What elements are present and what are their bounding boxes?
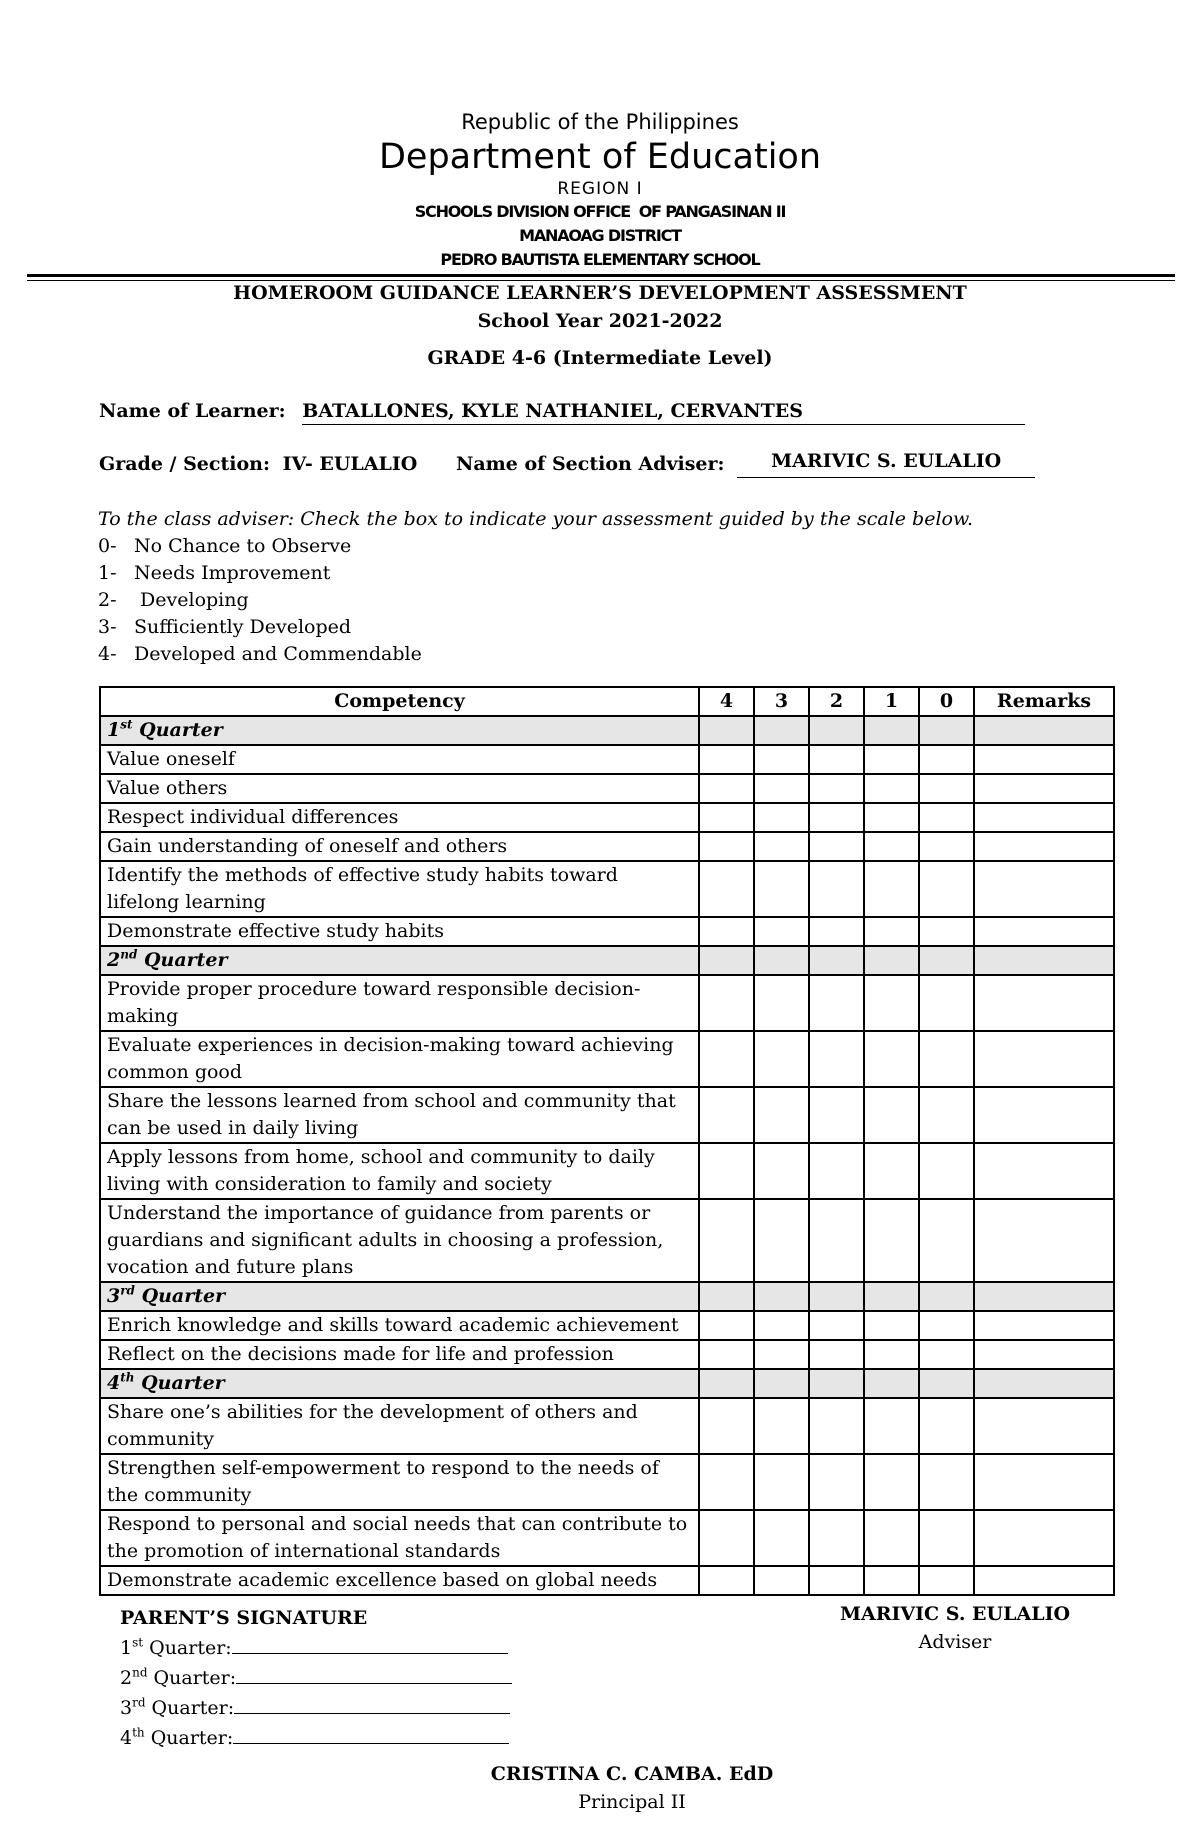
rating-cell-4[interactable] xyxy=(699,1143,754,1199)
signature-line[interactable] xyxy=(234,1692,510,1714)
competency-cell: Demonstrate academic excellence based on global needs xyxy=(100,1566,699,1595)
quarter-label: 1st Quarter xyxy=(100,716,699,745)
table-row xyxy=(100,803,1114,832)
competency-cell: Apply lessons from home, school and community to daily living with consideration to family and society xyxy=(100,1143,699,1199)
rating-cell-1[interactable] xyxy=(864,832,919,861)
rating-cell-2[interactable] xyxy=(809,1143,864,1199)
rating-cell-2[interactable] xyxy=(809,1311,864,1340)
parent-signature-q1: 1st Quarter: xyxy=(120,1632,512,1662)
rating-cell-3[interactable] xyxy=(754,803,809,832)
table-row xyxy=(100,861,1114,917)
rating-cell-4[interactable] xyxy=(699,1340,754,1369)
rating-cell-2[interactable] xyxy=(809,832,864,861)
rating-cell-0[interactable] xyxy=(919,803,974,832)
table-row xyxy=(100,1398,1114,1454)
principal-signature-block xyxy=(0,1760,1200,1816)
region-line: REGION I xyxy=(557,179,643,199)
rating-cell-0[interactable] xyxy=(919,1398,974,1454)
scale-item: 2- Developing xyxy=(98,589,249,611)
principal-name: CRISTINA C. CAMBA. EdD xyxy=(490,1763,774,1785)
rating-cell-3[interactable] xyxy=(754,832,809,861)
grade-section-value: IV- EULALIO xyxy=(282,453,418,475)
competency-cell: Provide proper procedure toward responsible decision-making xyxy=(100,975,699,1031)
rating-cell-0[interactable] xyxy=(919,975,974,1031)
grade-level: GRADE 4-6 (Intermediate Level) xyxy=(427,347,773,369)
table-row xyxy=(100,1311,1114,1340)
remarks-cell[interactable] xyxy=(974,1311,1114,1340)
district-line: MANAOAG DISTRICT xyxy=(519,226,681,245)
rating-cell-0[interactable] xyxy=(919,1031,974,1087)
instructions: To the class adviser: Check the box to indicate your assessment guided by the scale below. xyxy=(98,508,974,530)
table-row xyxy=(100,1340,1114,1369)
rating-cell-0[interactable] xyxy=(919,774,974,803)
rating-cell-2[interactable] xyxy=(809,1510,864,1566)
parent-signature-title: PARENT’S SIGNATURE xyxy=(120,1607,368,1629)
rating-cell-1[interactable] xyxy=(864,1199,919,1282)
remarks-cell[interactable] xyxy=(974,1087,1114,1143)
rating-cell-1[interactable] xyxy=(864,1454,919,1510)
rating-cell-0[interactable] xyxy=(919,1087,974,1143)
competency-cell: Understand the importance of guidance from parents or guardians and significant adults in choosing a profession, vocation and future plans xyxy=(100,1199,699,1282)
quarter-row xyxy=(100,1282,1114,1311)
signature-line[interactable] xyxy=(236,1662,512,1684)
form-title: HOMEROOM GUIDANCE LEARNER’S DEVELOPMENT ASSESSMENT xyxy=(233,282,967,304)
rating-cell-4[interactable] xyxy=(699,1199,754,1282)
parent-signature-q2: 2nd Quarter: xyxy=(120,1662,512,1692)
rating-cell-1[interactable] xyxy=(864,1398,919,1454)
signature-line[interactable] xyxy=(233,1722,509,1744)
rating-cell-0[interactable] xyxy=(919,861,974,917)
rating-cell-0[interactable] xyxy=(919,1566,974,1595)
rating-cell-0[interactable] xyxy=(919,1311,974,1340)
competency-cell: Gain understanding of oneself and others xyxy=(100,832,699,861)
rating-cell-1[interactable] xyxy=(864,1143,919,1199)
rating-cell-2[interactable] xyxy=(809,774,864,803)
quarter-label: 4th Quarter xyxy=(100,1369,699,1398)
principal-role: Principal II xyxy=(578,1791,686,1813)
parent-signature-block xyxy=(120,1604,512,1752)
rating-cell-4[interactable] xyxy=(699,1031,754,1087)
rating-cell-3[interactable] xyxy=(754,745,809,774)
rating-cell-4[interactable] xyxy=(699,917,754,946)
quarter-row xyxy=(100,946,1114,975)
rating-cell-2[interactable] xyxy=(809,975,864,1031)
learner-name-row xyxy=(99,398,1025,425)
rating-cell-2[interactable] xyxy=(809,1031,864,1087)
rating-cell-2[interactable] xyxy=(809,861,864,917)
division-line: SCHOOLS DIVISION OFFICE OF PANGASINAN II xyxy=(414,202,786,221)
rating-cell-4[interactable] xyxy=(699,1087,754,1143)
adviser-row xyxy=(456,451,1035,478)
scale-item: 3- Sufficiently Developed xyxy=(98,616,352,638)
quarter-label: 3rd Quarter xyxy=(100,1282,699,1311)
rating-cell-4[interactable] xyxy=(699,774,754,803)
remarks-cell[interactable] xyxy=(974,1143,1114,1199)
table-row xyxy=(100,1031,1114,1087)
remarks-cell[interactable] xyxy=(974,1340,1114,1369)
rating-cell-0[interactable] xyxy=(919,1340,974,1369)
competency-cell: Reflect on the decisions made for life and profession xyxy=(100,1340,699,1369)
rating-cell-2[interactable] xyxy=(809,803,864,832)
table-row xyxy=(100,917,1114,946)
remarks-cell[interactable] xyxy=(974,1454,1114,1510)
rating-cell-4[interactable] xyxy=(699,1454,754,1510)
republic-line: Republic of the Philippines xyxy=(461,110,739,134)
col-competency: Competency xyxy=(100,687,699,716)
remarks-cell[interactable] xyxy=(974,975,1114,1031)
competency-cell: Share one’s abilities for the development of others and community xyxy=(100,1398,699,1454)
table-row xyxy=(100,774,1114,803)
col-0: 0 xyxy=(919,687,974,716)
table-row xyxy=(100,745,1114,774)
competency-cell: Strengthen self-empowerment to respond to the needs of the community xyxy=(100,1454,699,1510)
competency-table xyxy=(99,686,1115,1596)
table-row xyxy=(100,832,1114,861)
remarks-cell[interactable] xyxy=(974,861,1114,917)
remarks-cell[interactable] xyxy=(974,1199,1114,1282)
remarks-cell[interactable] xyxy=(974,745,1114,774)
table-header-row xyxy=(100,687,1114,716)
parent-signature-q3: 3rd Quarter: xyxy=(120,1692,512,1722)
competency-cell: Respect individual differences xyxy=(100,803,699,832)
rating-cell-2[interactable] xyxy=(809,1566,864,1595)
scale-item: 4- Developed and Commendable xyxy=(98,643,422,665)
remarks-cell[interactable] xyxy=(974,1566,1114,1595)
rating-cell-3[interactable] xyxy=(754,861,809,917)
rating-scale xyxy=(98,533,422,668)
rating-cell-1[interactable] xyxy=(864,1311,919,1340)
rating-cell-1[interactable] xyxy=(864,861,919,917)
learner-name-label: Name of Learner: xyxy=(99,400,286,422)
competency-cell: Value others xyxy=(100,774,699,803)
table-row xyxy=(100,1199,1114,1282)
school-year: School Year 2021-2022 xyxy=(477,310,723,332)
col-3: 3 xyxy=(754,687,809,716)
rating-cell-3[interactable] xyxy=(754,1454,809,1510)
rating-cell-4[interactable] xyxy=(699,1311,754,1340)
parent-signature-q4: 4th Quarter: xyxy=(120,1722,512,1752)
remarks-cell[interactable] xyxy=(974,917,1114,946)
rating-cell-3[interactable] xyxy=(754,1340,809,1369)
competency-cell: Evaluate experiences in decision-making toward achieving common good xyxy=(100,1031,699,1087)
col-1: 1 xyxy=(864,687,919,716)
rating-cell-0[interactable] xyxy=(919,832,974,861)
competency-cell: Share the lessons learned from school and community that can be used in daily living xyxy=(100,1087,699,1143)
scale-item: 0- No Chance to Observe xyxy=(98,535,352,557)
rating-cell-4[interactable] xyxy=(699,832,754,861)
rating-cell-3[interactable] xyxy=(754,1031,809,1087)
table-row xyxy=(100,1143,1114,1199)
quarter-row xyxy=(100,716,1114,745)
competency-cell: Demonstrate effective study habits xyxy=(100,917,699,946)
remarks-cell[interactable] xyxy=(974,1398,1114,1454)
header-divider-thick xyxy=(27,274,1175,277)
rating-cell-4[interactable] xyxy=(699,1566,754,1595)
department-line: Department of Education xyxy=(378,137,822,177)
remarks-cell[interactable] xyxy=(974,832,1114,861)
competency-cell: Enrich knowledge and skills toward academic achievement xyxy=(100,1311,699,1340)
letterhead xyxy=(0,108,1200,272)
adviser-name: MARIVIC S. EULALIO xyxy=(839,1603,1071,1625)
rating-cell-3[interactable] xyxy=(754,1510,809,1566)
rating-cell-0[interactable] xyxy=(919,745,974,774)
rating-cell-4[interactable] xyxy=(699,861,754,917)
remarks-cell[interactable] xyxy=(974,774,1114,803)
rating-cell-1[interactable] xyxy=(864,1031,919,1087)
school-line: PEDRO BAUTISTA ELEMENTARY SCHOOL xyxy=(440,250,760,269)
competency-cell: Identify the methods of effective study habits toward lifelong learning xyxy=(100,861,699,917)
rating-cell-2[interactable] xyxy=(809,1340,864,1369)
rating-cell-1[interactable] xyxy=(864,1087,919,1143)
rating-cell-4[interactable] xyxy=(699,1510,754,1566)
adviser-value: MARIVIC S. EULALIO xyxy=(771,450,1002,472)
quarter-label: 2nd Quarter xyxy=(100,946,699,975)
signature-line[interactable] xyxy=(232,1632,508,1654)
learner-name-field[interactable] xyxy=(302,398,1025,425)
adviser-label: Name of Section Adviser: xyxy=(456,453,725,475)
rating-cell-0[interactable] xyxy=(919,917,974,946)
rating-cell-1[interactable] xyxy=(864,1340,919,1369)
table-row xyxy=(100,1566,1114,1595)
remarks-cell[interactable] xyxy=(974,803,1114,832)
table-row xyxy=(100,1087,1114,1143)
rating-cell-1[interactable] xyxy=(864,745,919,774)
rating-cell-0[interactable] xyxy=(919,1510,974,1566)
rating-cell-1[interactable] xyxy=(864,975,919,1031)
col-remarks: Remarks xyxy=(974,687,1114,716)
rating-cell-2[interactable] xyxy=(809,917,864,946)
adviser-role: Adviser xyxy=(918,1631,992,1653)
adviser-signature-block xyxy=(790,1600,1120,1656)
remarks-cell[interactable] xyxy=(974,1510,1114,1566)
rating-cell-0[interactable] xyxy=(919,1454,974,1510)
rating-cell-2[interactable] xyxy=(809,1398,864,1454)
rating-cell-1[interactable] xyxy=(864,1566,919,1595)
adviser-field[interactable] xyxy=(737,451,1035,478)
rating-cell-2[interactable] xyxy=(809,1454,864,1510)
form-titles xyxy=(0,279,1200,335)
rating-cell-3[interactable] xyxy=(754,1143,809,1199)
competency-cell: Respond to personal and social needs that can contribute to the promotion of international standards xyxy=(100,1510,699,1566)
rating-cell-2[interactable] xyxy=(809,1087,864,1143)
scale-item: 1- Needs Improvement xyxy=(98,562,331,584)
quarter-row xyxy=(100,1369,1114,1398)
rating-cell-3[interactable] xyxy=(754,1311,809,1340)
col-4: 4 xyxy=(699,687,754,716)
learner-name-value: BATALLONES, KYLE NATHANIEL, CERVANTES xyxy=(302,400,803,422)
rating-cell-0[interactable] xyxy=(919,1199,974,1282)
rating-cell-3[interactable] xyxy=(754,1566,809,1595)
rating-cell-1[interactable] xyxy=(864,803,919,832)
rating-cell-4[interactable] xyxy=(699,803,754,832)
col-2: 2 xyxy=(809,687,864,716)
table-row xyxy=(100,1454,1114,1510)
rating-cell-2[interactable] xyxy=(809,1199,864,1282)
rating-cell-1[interactable] xyxy=(864,917,919,946)
rating-cell-1[interactable] xyxy=(864,774,919,803)
table-row xyxy=(100,1510,1114,1566)
rating-cell-3[interactable] xyxy=(754,917,809,946)
competency-cell: Value oneself xyxy=(100,745,699,774)
rating-cell-0[interactable] xyxy=(919,1143,974,1199)
rating-cell-3[interactable] xyxy=(754,1199,809,1282)
rating-cell-3[interactable] xyxy=(754,1398,809,1454)
grade-section-label: Grade / Section: xyxy=(99,453,270,475)
rating-cell-4[interactable] xyxy=(699,975,754,1031)
rating-cell-3[interactable] xyxy=(754,774,809,803)
rating-cell-3[interactable] xyxy=(754,1087,809,1143)
remarks-cell[interactable] xyxy=(974,1031,1114,1087)
rating-cell-4[interactable] xyxy=(699,745,754,774)
rating-cell-1[interactable] xyxy=(864,1510,919,1566)
grade-section-row xyxy=(99,451,417,477)
rating-cell-4[interactable] xyxy=(699,1398,754,1454)
table-row xyxy=(100,975,1114,1031)
rating-cell-2[interactable] xyxy=(809,745,864,774)
rating-cell-3[interactable] xyxy=(754,975,809,1031)
